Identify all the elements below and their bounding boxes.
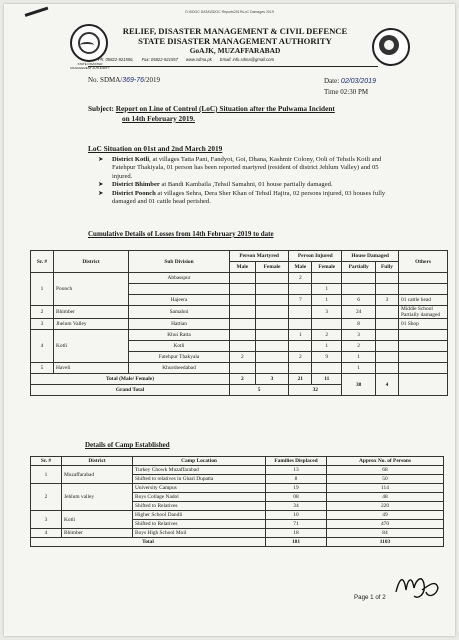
camp-location-cell: Shifted to relatives in Ghari Dupatta: [133, 475, 266, 484]
sr-cell: 3: [31, 511, 62, 529]
ref-prefix: No. SDMA/: [88, 76, 123, 84]
contact-line: [98, 57, 378, 62]
sr-cell: 4: [31, 529, 62, 538]
losses-table: [30, 250, 448, 396]
table-cell: [312, 273, 342, 284]
table-cell: 1: [289, 330, 312, 341]
table-cell: 49: [327, 511, 444, 520]
table-cell: [230, 330, 256, 341]
table-cell: 4: [376, 374, 399, 396]
reference-number: [88, 76, 160, 84]
subject: [88, 104, 388, 123]
header-rule: [88, 66, 378, 67]
table-cell: [230, 363, 256, 374]
district-cell: Haveli: [54, 363, 129, 374]
subdivision-cell: [129, 284, 230, 295]
table-cell: 84: [327, 529, 444, 538]
camp-location-cell: Higher School Dandli: [133, 511, 266, 520]
subject-line1: Report on Line of Control (LoC) Situation after the Pulwama Incident: [115, 104, 335, 113]
table-cell: 1: [312, 341, 342, 352]
camp-location-cell: University Campus: [133, 484, 266, 493]
list-item: ➤ District Bhimber at Bandi Kambaila ,Tehsil Samahni, 01 house partially damaged.: [98, 181, 333, 189]
table-cell: [399, 363, 448, 374]
table-cell: 68: [327, 466, 444, 475]
table-cell: 470: [327, 520, 444, 529]
camp-location-cell: Shifted to Relatives: [133, 502, 266, 511]
table-cell: [376, 341, 399, 352]
table-cell: [376, 330, 399, 341]
table-cell: [342, 284, 376, 295]
table-cell: 01 Shop: [399, 319, 448, 330]
date-label: Date:: [324, 77, 340, 85]
website: www.sdma.pk: [185, 57, 212, 62]
table-row: [31, 466, 444, 475]
table-cell: 24: [342, 306, 376, 319]
table-cell: 01 cattle head: [399, 295, 448, 306]
table-cell: 3: [376, 295, 399, 306]
total-label: Total (Male/ Female): [31, 374, 230, 385]
table-cell: 9: [312, 352, 342, 363]
sr-cell: 2: [31, 484, 62, 511]
table-cell: [399, 352, 448, 363]
table-cell: 38: [342, 374, 376, 396]
email: Email: info.sdma@gmail.com: [219, 57, 275, 62]
table-cell: [312, 363, 342, 374]
camp-location-cell: Boys Collage Nadol: [133, 493, 266, 502]
cumulative-title: Cumulative Details of Losses from 14th February 2019 to date: [88, 230, 274, 238]
table-cell: 3: [312, 306, 342, 319]
subdivision-cell: Fatehpur Thakyala: [129, 352, 230, 363]
table-cell: 2: [230, 352, 256, 363]
table-cell: [255, 306, 289, 319]
sr-cell: 4: [31, 330, 54, 363]
table-row: [31, 330, 448, 341]
time-value: Time 02:30 PM: [324, 88, 369, 96]
grand-total-label: Grand Total: [31, 385, 230, 396]
situation-title: LoC Situation on 01st and 2nd March 2019: [88, 144, 223, 153]
table-cell: 13: [266, 466, 327, 475]
district-cell: Jehlum valley: [62, 484, 133, 511]
table-cell: [255, 284, 289, 295]
table-cell: 08: [266, 493, 327, 502]
table-cell: [255, 330, 289, 341]
camp-location-cell: Boys High School Moil: [133, 529, 266, 538]
table-cell: 1: [342, 363, 376, 374]
subdivision-cell: Khui Ratta: [129, 330, 230, 341]
fax: Fax: 05822-921557: [141, 57, 178, 62]
table-cell: [399, 374, 448, 396]
district-cell: Jhelum Valley: [54, 319, 129, 330]
camp-location-cell: Turkey Chowk Muzaffarabad: [133, 466, 266, 475]
sr-cell: 5: [31, 363, 54, 374]
district-cell: Kotli: [54, 330, 129, 363]
table-cell: 1: [342, 352, 376, 363]
sr-cell: 1: [31, 466, 62, 484]
table-cell: [399, 284, 448, 295]
file-path: D:\SDOC DATA\SDOC Reports2019\LoC Damages 2019: [185, 10, 274, 14]
table-cell: [289, 363, 312, 374]
district-cell: Poonch: [54, 273, 129, 306]
list-item: ➤ District Poonch at villages Sehra, Dera Sher Khan of Tehsil Hajira, 02 persons injured, 03 houses fully damaged and 01 cattle head perished.: [98, 189, 386, 206]
table-cell: 71: [266, 520, 327, 529]
subject-label: Subject:: [88, 104, 114, 113]
table-row: [31, 363, 448, 374]
table-cell: 3: [342, 330, 376, 341]
table-cell: 5: [230, 385, 289, 396]
table-cell: [376, 284, 399, 295]
subdivision-cell: Hattian: [129, 319, 230, 330]
table-cell: 2: [342, 341, 376, 352]
table-cell: [230, 284, 256, 295]
document-page: [4, 4, 455, 636]
table-cell: [230, 295, 256, 306]
district-cell: Kotli: [62, 511, 133, 529]
letterhead: [104, 26, 366, 56]
table-cell: 8: [266, 475, 327, 484]
total-row: [31, 374, 448, 385]
table-row: [31, 484, 444, 493]
table-cell: 181: [266, 538, 327, 547]
table-cell: [312, 319, 342, 330]
total-row: [31, 538, 444, 547]
table-cell: [255, 273, 289, 284]
table-cell: [399, 273, 448, 284]
subdivision-cell: Abbasspur: [129, 273, 230, 284]
table-cell: [376, 319, 399, 330]
list-item: ➤ District Kotli, at villages Tatta Pani, Fandyot, Goi, Dhana, Kashmir Colony, Ooli of Tehsils Kotli and Fatehpur Thakiyala, 01 person has been reported martyred (resident of district Jehlum Valley) and 05 injured.: [98, 156, 382, 180]
table-row: [31, 529, 444, 538]
table-cell: 21: [289, 374, 312, 385]
table-cell: 114: [327, 484, 444, 493]
table-header-row: Sr. # District Sub Division Person Martyred Person Injured House Damaged Others: [31, 251, 448, 262]
table-cell: 50: [327, 475, 444, 484]
table-cell: [255, 295, 289, 306]
subdivision-cell: Samahni: [129, 306, 230, 319]
table-cell: 7: [289, 295, 312, 306]
table-cell: [289, 319, 312, 330]
table-cell: 48: [327, 493, 444, 502]
table-row: [31, 306, 448, 319]
table-cell: 18: [266, 529, 327, 538]
table-cell: 2: [312, 330, 342, 341]
header-line3: GoAJK, MUZAFFARABAD: [189, 46, 281, 55]
table-cell: [255, 352, 289, 363]
sr-cell: 1: [31, 273, 54, 306]
subdivision-cell: Kotli: [129, 341, 230, 352]
logo-caption: STATE DISASTER MANAGEMENT AUTHORITY: [70, 62, 110, 70]
table-cell: [376, 273, 399, 284]
table-cell: [255, 341, 289, 352]
subject-line2: on 14th February 2019.: [122, 113, 195, 123]
table-row: [31, 319, 448, 330]
table-cell: [399, 330, 448, 341]
table-cell: 3: [255, 374, 289, 385]
total-label: Total: [31, 538, 266, 547]
camp-location-cell: Shifted to Relatives: [133, 520, 266, 529]
table-cell: 10: [266, 511, 327, 520]
table-cell: 32: [289, 385, 342, 396]
table-cell: [399, 341, 448, 352]
subdivision-cell: Khursheedabad: [129, 363, 230, 374]
table-cell: 11: [312, 374, 342, 385]
header-line1: RELIEF, DISASTER MANAGEMENT & CIVIL DEFENCE: [122, 26, 348, 36]
table-cell: 220: [327, 502, 444, 511]
table-cell: 2: [230, 374, 256, 385]
table-cell: [230, 319, 256, 330]
camp-table: [30, 456, 444, 547]
ref-handwritten: 369-76: [122, 77, 145, 84]
table-cell: [230, 306, 256, 319]
district-cell: Muzaffarabad: [62, 466, 133, 484]
table-cell: [376, 352, 399, 363]
page-number: Page 1 of 2: [354, 594, 386, 601]
table-cell: 1103: [327, 538, 444, 547]
district-cell: Bhimber: [62, 529, 133, 538]
table-cell: [255, 363, 289, 374]
table-cell: [255, 319, 289, 330]
table-cell: 2: [289, 273, 312, 284]
signature: [392, 570, 442, 606]
table-cell: [230, 341, 256, 352]
table-cell: [289, 284, 312, 295]
ref-suffix: /2019: [144, 76, 160, 84]
sr-cell: 2: [31, 306, 54, 319]
table-cell: [289, 306, 312, 319]
table-cell: 1: [312, 284, 342, 295]
table-header-row: Sr. # District Camp Location Families Displaced Approx No. of Persons: [31, 457, 444, 466]
table-cell: 6: [342, 295, 376, 306]
table-cell: 34: [266, 502, 327, 511]
table-cell: 8: [342, 319, 376, 330]
table-row: [31, 511, 444, 520]
table-cell: [376, 363, 399, 374]
date-block: [324, 76, 376, 97]
table-cell: Middle School Partially damaged: [399, 306, 448, 319]
date-value: 02/03/2019: [340, 78, 376, 85]
table-cell: 1: [312, 295, 342, 306]
table-cell: 2: [289, 352, 312, 363]
district-cell: Bhimber: [54, 306, 129, 319]
table-cell: 19: [266, 484, 327, 493]
camp-title: Details of Camp Established: [85, 441, 170, 449]
table-header-row: Male Female Male Female Partially Fully: [31, 262, 448, 273]
table-row: [31, 273, 448, 284]
sr-cell: 3: [31, 319, 54, 330]
subdivision-cell: Hajeera: [129, 295, 230, 306]
table-cell: [342, 273, 376, 284]
phone: Ph: 05822-921556,: [98, 57, 134, 62]
header-line2: STATE DISASTER MANAGEMENT AUTHORITY: [138, 36, 332, 46]
table-cell: [289, 341, 312, 352]
table-cell: [376, 306, 399, 319]
situation-list: [98, 156, 388, 206]
table-cell: [230, 273, 256, 284]
